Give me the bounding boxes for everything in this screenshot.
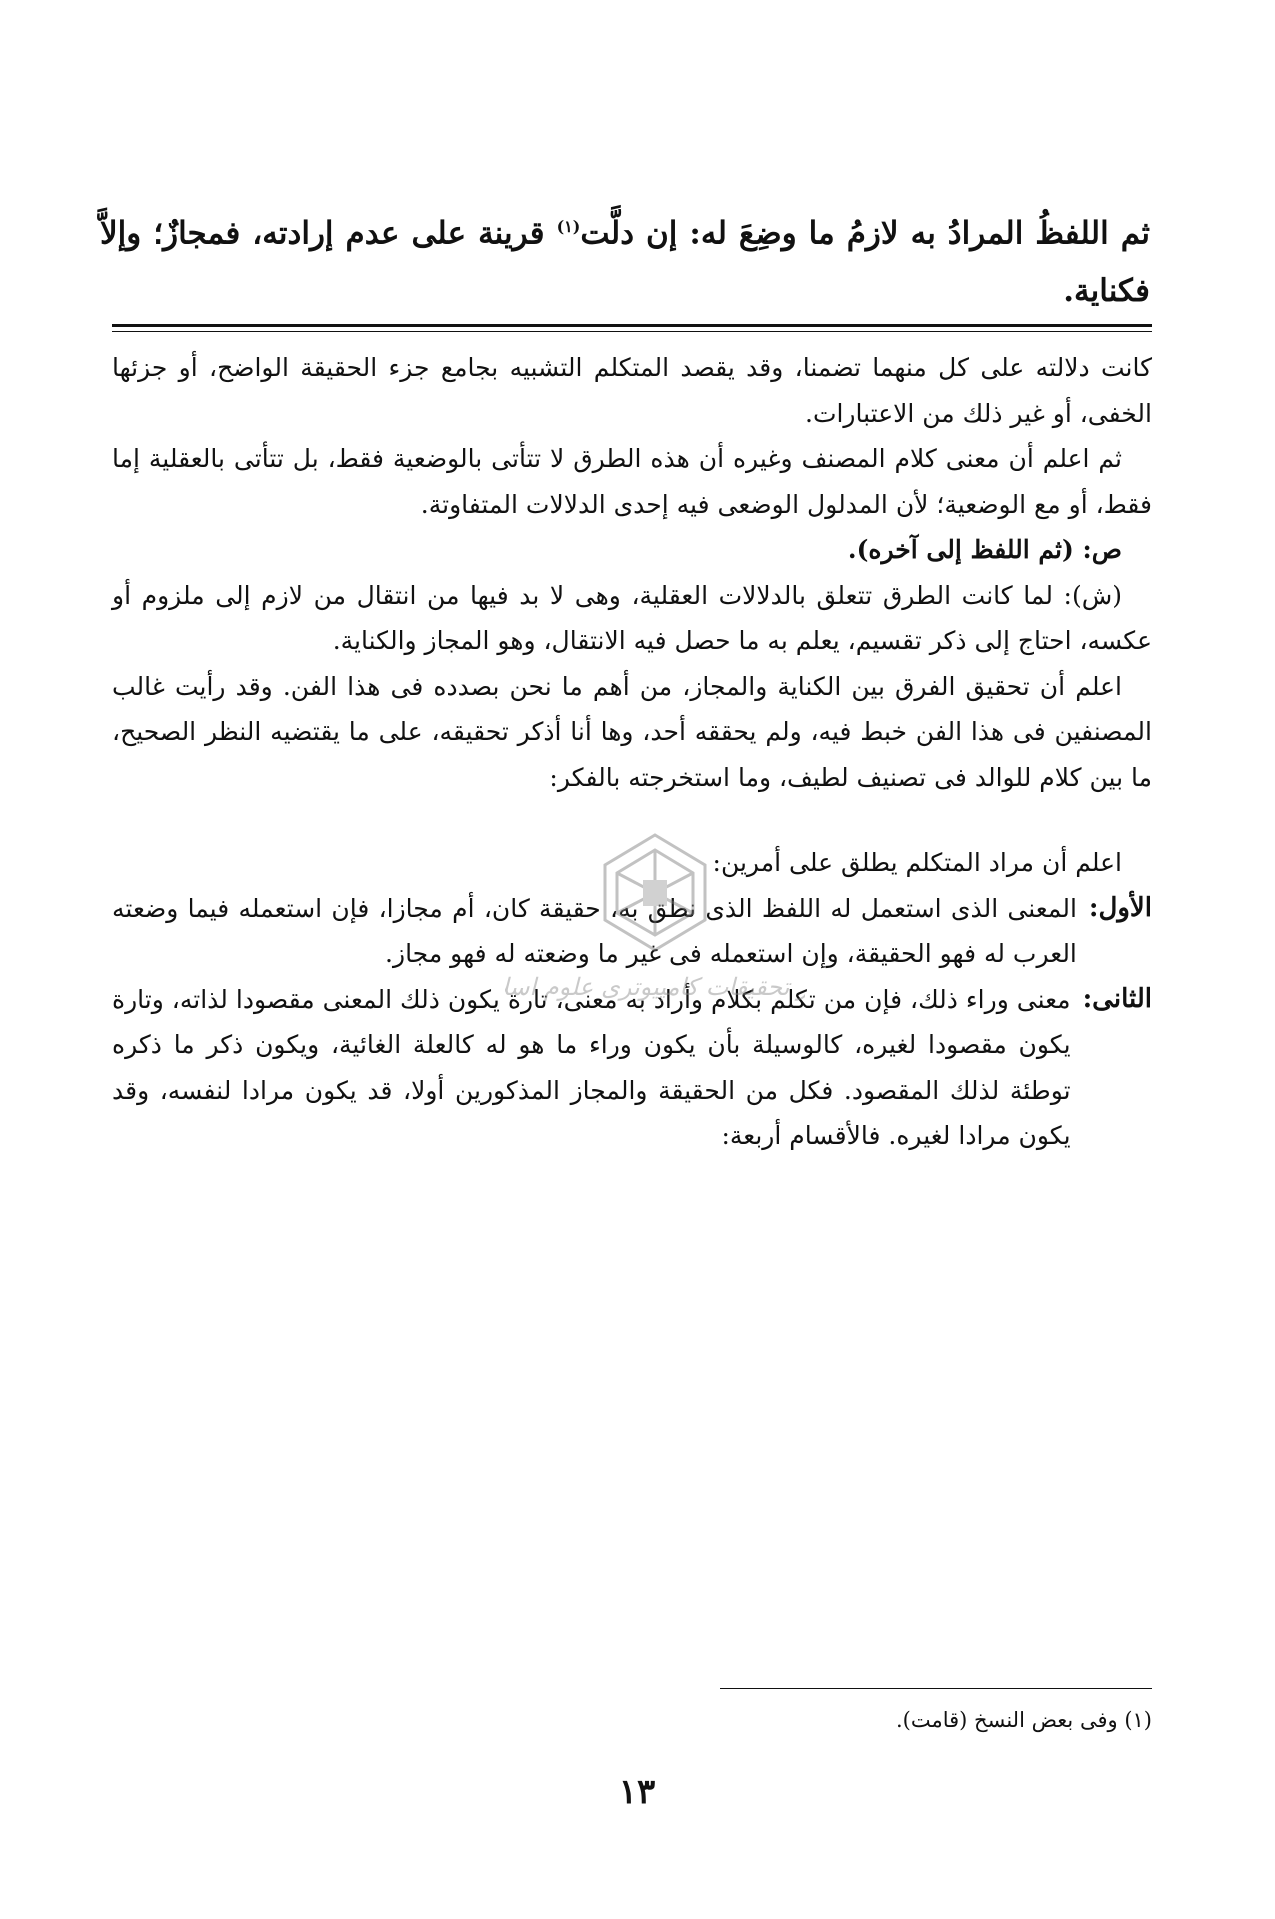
footnote-divider: [720, 1688, 1152, 1689]
watermark-text: تحقیقات کامپیوتری علوم اسل: [505, 973, 790, 1001]
commentary-paragraph-sharh: (ش): لما كانت الطرق تتعلق بالدلالات العقلية، وهى لا بد فيها من انتقال من لازم إلى ملزوم أو عكسه، احتاج إلى ذكر تقسيم، يعلم به ما حصل فيه الانتقال، وهو المجاز والكناية.: [112, 580, 1152, 655]
commentary-paragraph-1: كانت دلالته على كل منهما تضمنا، وقد يقصد المتكلم التشبيه بجامع جزء الحقيقة الواضح، أو جزئها الخفى، أو غير ذلك من الاعتبارات.: [112, 353, 1152, 428]
commentary-paragraph-difference: اعلم أن تحقيق الفرق بين الكناية والمجاز، من أهم ما نحن بصدده فى هذا الفن. وقد رأيت غالب المصنفين فى هذا الفن خبط فيه، ولم يحققه أحد، وها أنا أذكر تحقيقه، على ما يقتضيه النظر الصحيح، ما بين كلام للوالد فى تصنيف لطيف، وما استخرجته بالفكر:: [112, 671, 1152, 792]
footnote: (١) وفى بعض النسخ (قامت).: [896, 1708, 1152, 1732]
definition-text-first: المعنى الذى استعمل له اللفظ الذى نطق به، حقيقة كان، أم مجازا، فإن استعمله فيما وضعته العرب له فهو الحقيقة، وإن استعمله فى غير ما وضعته له فهو مجاز.: [112, 893, 1077, 968]
matn-text: [100, 198, 1150, 320]
footnote-reference: (١): [556, 217, 581, 236]
matn-text-part-2: قرينة على عدم إرادته، فمجازٌ؛ وإلاَّ فكناية.: [100, 215, 1150, 310]
matn-text-part-1: ثم اللفظُ المرادُ به لازمُ ما وضِعَ له: إن دلَّت: [580, 215, 1150, 252]
definition-label-second: الثانى:: [1082, 983, 1152, 1014]
definition-label-first: الأول:: [1088, 892, 1152, 923]
definition-text-second: معنى وراء ذلك، فإن من تكلم بكلام وأراد به معنى، تارة يكون ذلك المعنى مقصودا لذاته، وتارة يكون مقصودا لغيره، كالوسيلة بأن يكون وراء ما هو له كالعلة الغائية، ويكون ذكر ما ذكره توطئة لذلك المقصود. فكل من الحقيقة والمجاز المذكورين أولا، قد يكون مرادا لنفسه، وقد يكون مرادا لغيره. فالأقسام أربعة:: [112, 984, 1071, 1150]
library-emblem-icon: [505, 825, 805, 1055]
section-divider: [112, 324, 1152, 327]
commentary-paragraph-2: ثم اعلم أن معنى كلام المصنف وغيره أن هذه الطرق لا تتأتى بالوضعية فقط، بل تتأتى بالعقلية إما فقط، أو مع الوضعية؛ لأن المدلول الوضعى فيه إحدى الدلالات المتفاوتة.: [112, 444, 1152, 519]
page-number: ١٣: [618, 1772, 656, 1812]
watermark-graphic: [505, 825, 805, 1055]
commentary-paragraph-intro: اعلم أن مراد المتكلم يطلق على أمرين:: [712, 848, 1122, 877]
sad-quote-line: ص: (ثم اللفظ إلى آخره).: [847, 535, 1122, 564]
